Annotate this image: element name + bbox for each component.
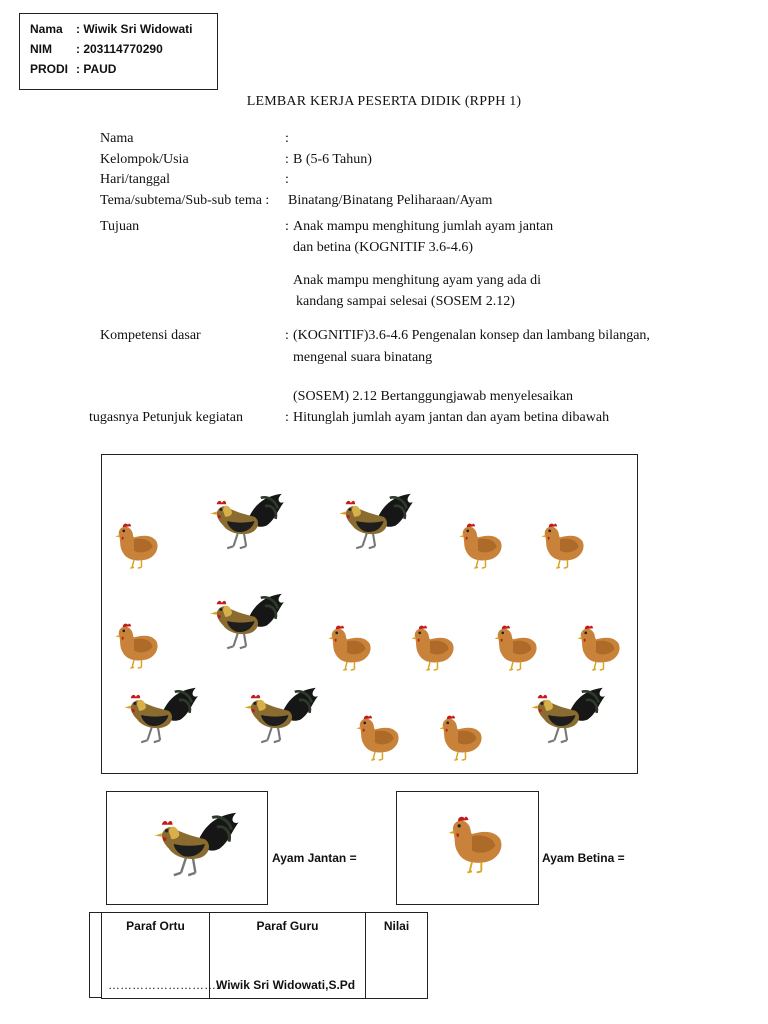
page-title: LEMBAR KERJA PESERTA DIDIK (RPPH 1) xyxy=(246,94,522,109)
petunjuk-colon: : xyxy=(285,410,289,425)
hen-icon xyxy=(402,617,458,673)
chicken-picture-box xyxy=(101,454,638,774)
paraf-guru-name: Wiwik Sri Widowati,S.Pd xyxy=(216,978,356,992)
identity-nama-value: : Wiwik Sri Widowati xyxy=(76,22,193,36)
hen-icon xyxy=(437,806,507,876)
tujuan-line-1b: dan betina (KOGNITIF 3.6-4.6) xyxy=(293,240,474,255)
kompetensi-line-1b: mengenal suara binatang xyxy=(293,350,433,365)
kompetensi-colon: : xyxy=(285,328,289,343)
identity-nim-row xyxy=(30,42,163,56)
tujuan-line-2a: Anak mampu menghitung ayam yang ada di xyxy=(293,273,542,288)
kompetensi-line-1a: (KOGNITIF)3.6-4.6 Pengenalan konsep dan lambang bilangan, xyxy=(293,328,650,343)
rooster-icon xyxy=(202,589,286,653)
tema-value: Binatang/Binatang Peliharaan/Ayam xyxy=(288,193,493,208)
paraf-ortu-cell xyxy=(102,913,220,999)
rooster-sample-box xyxy=(106,791,268,905)
tujuan-colon: : xyxy=(285,219,289,234)
petunjuk-label: tugasnya Petunjuk kegiatan xyxy=(89,410,243,425)
paraf-guru-header: Paraf Guru xyxy=(256,919,319,933)
paraf-ortu-header: Paraf Ortu xyxy=(126,919,185,933)
identity-prodi-value: : PAUD xyxy=(76,62,117,76)
hen-icon xyxy=(106,615,162,671)
identity-nama-label: Nama xyxy=(30,22,63,36)
jantan-count-label: Ayam Jantan = xyxy=(272,851,357,865)
paraf-guru-cell xyxy=(210,913,366,999)
hen-icon xyxy=(532,515,588,571)
rooster-icon xyxy=(116,683,200,747)
identity-nama-row xyxy=(30,22,192,36)
hen-icon xyxy=(106,515,162,571)
tujuan-label: Tujuan xyxy=(100,219,140,234)
kompetensi-line-2: (SOSEM) 2.12 Bertanggungjawab menyelesaikan xyxy=(293,389,573,404)
paraf-table xyxy=(101,912,428,999)
identity-box xyxy=(19,13,218,90)
hari-colon: : xyxy=(285,172,289,187)
tema-label: Tema/subtema/Sub-sub tema : xyxy=(100,193,270,208)
nilai-cell xyxy=(366,913,428,999)
hen-icon xyxy=(319,617,375,673)
hen-icon xyxy=(347,707,403,763)
rooster-icon xyxy=(236,683,320,747)
nama-label: Nama xyxy=(100,131,134,146)
tujuan-line-2b: kandang sampai selesai (SOSEM 2.12) xyxy=(296,294,515,309)
hen-icon xyxy=(485,617,541,673)
identity-prodi-row xyxy=(30,62,116,76)
kelompok-value: B (5-6 Tahun) xyxy=(293,152,372,167)
paraf-ortu-dots: ………………………. xyxy=(108,978,220,992)
hen-icon xyxy=(430,707,486,763)
kelompok-colon: : xyxy=(285,152,289,167)
nilai-header: Nilai xyxy=(383,919,410,933)
rooster-icon xyxy=(202,489,286,553)
petunjuk-value: Hitunglah jumlah ayam jantan dan ayam betina dibawah xyxy=(293,410,610,425)
betina-count-label: Ayam Betina = xyxy=(542,851,625,865)
identity-nim-value: : 203114770290 xyxy=(76,42,163,56)
hen-sample-box xyxy=(396,791,539,905)
rooster-icon xyxy=(331,489,415,553)
table-left-margin xyxy=(89,912,101,998)
kelompok-label: Kelompok/Usia xyxy=(100,152,189,167)
nama-colon: : xyxy=(285,131,289,146)
kompetensi-label: Kompetensi dasar xyxy=(100,328,201,343)
hari-label: Hari/tanggal xyxy=(100,172,170,187)
identity-nim-label: NIM xyxy=(30,42,52,56)
rooster-icon xyxy=(523,683,607,747)
identity-prodi-label: PRODI xyxy=(30,62,69,76)
hen-icon xyxy=(450,515,506,571)
hen-icon xyxy=(568,617,624,673)
rooster-icon xyxy=(145,808,241,880)
tujuan-line-1a: Anak mampu menghitung jumlah ayam jantan xyxy=(293,219,554,234)
